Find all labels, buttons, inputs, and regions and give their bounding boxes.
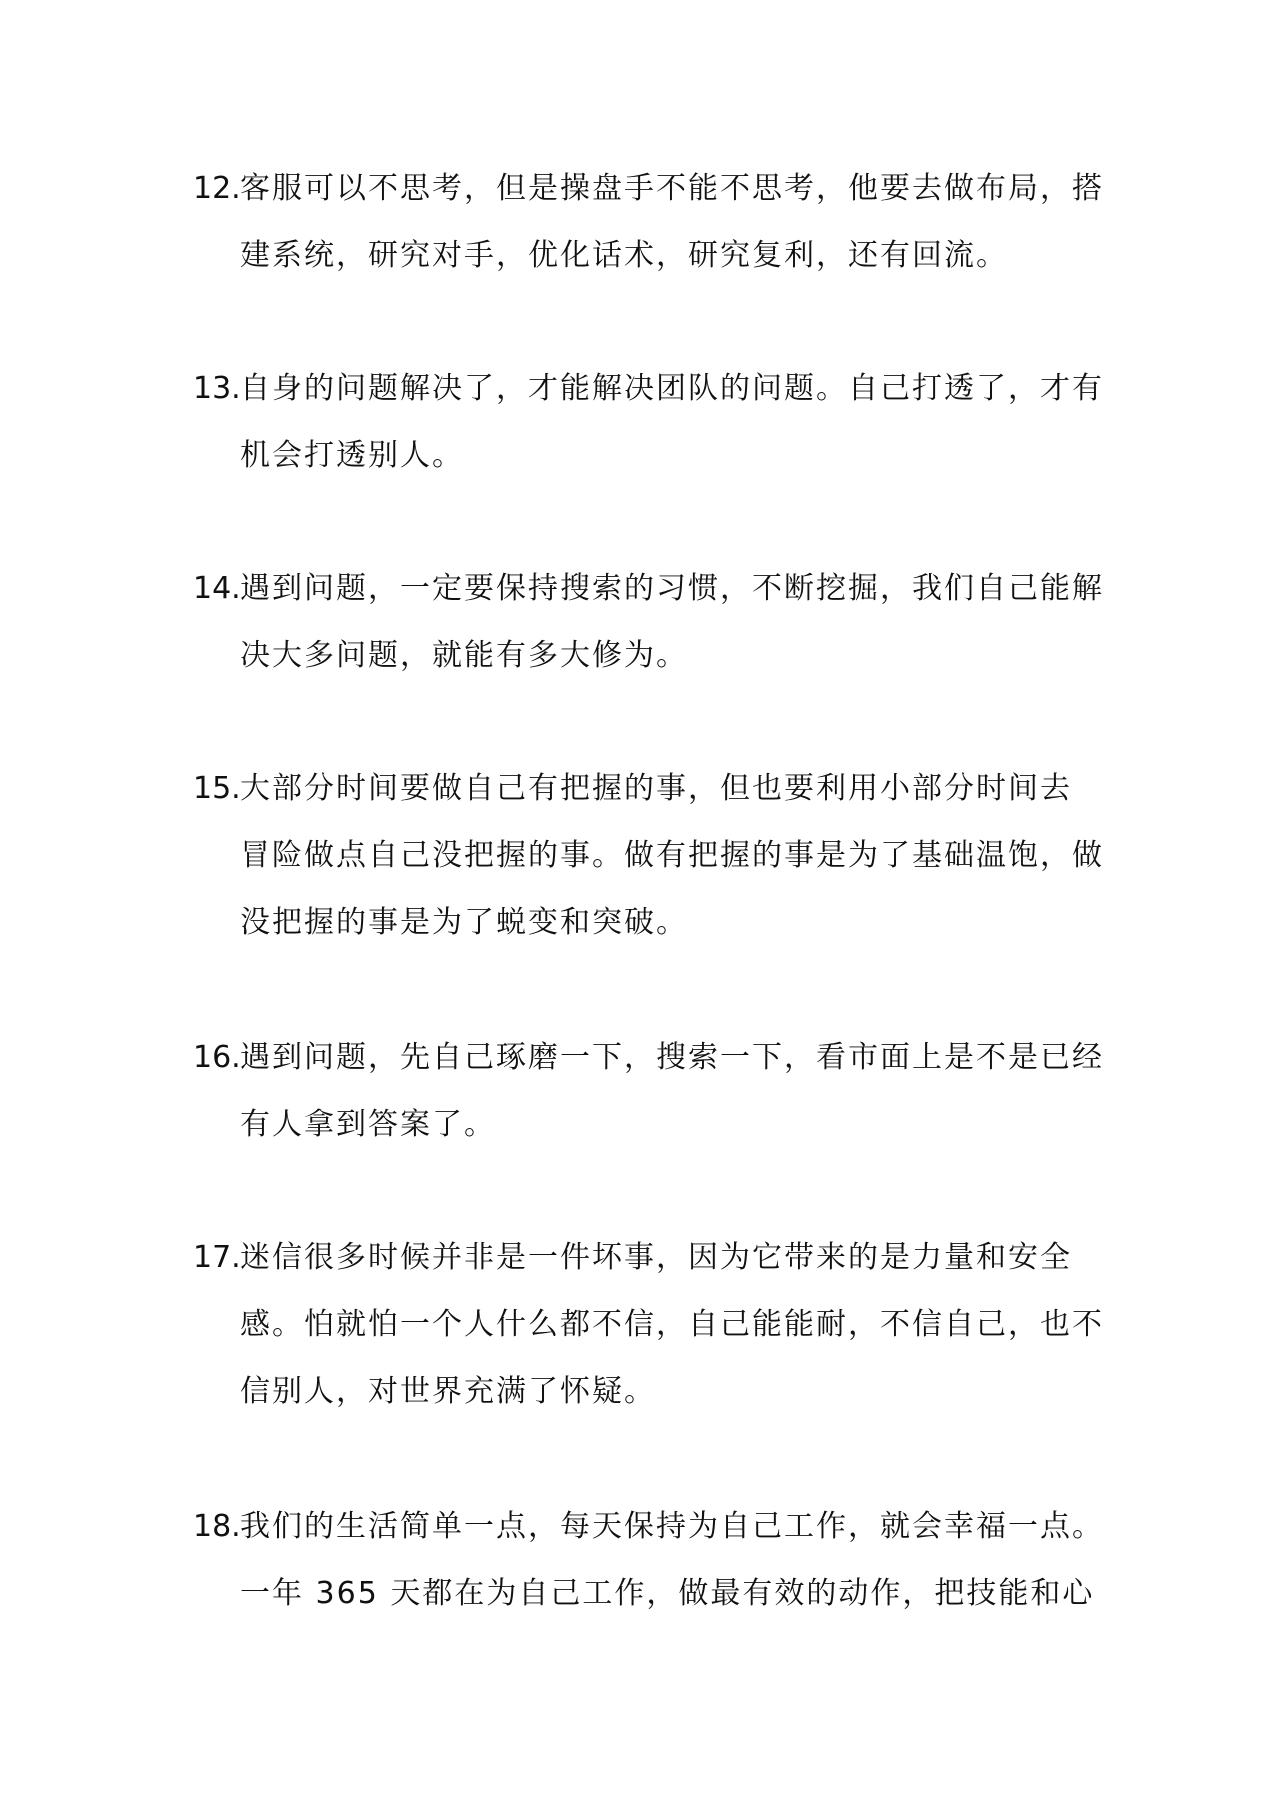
- item-text-line: 没把握的事是为了蜕变和突破。: [240, 905, 688, 940]
- item-text-line: 遇到问题，先自己琢磨一下，搜索一下，看市面上是不是已经: [240, 1040, 1104, 1075]
- item-text-line: 我们的生活简单一点，每天保持为自己工作，就会幸福一点。: [240, 1509, 1104, 1544]
- item-text-line: 有人拿到答案了。: [240, 1107, 496, 1142]
- item-number: 17.: [193, 1240, 241, 1275]
- item-text-line: 遇到问题，一定要保持搜索的习惯，不断挖掘，我们自己能解: [240, 571, 1104, 606]
- item-number: 12.: [193, 171, 241, 206]
- item-text-line: 一年 365 天都在为自己工作，做最有效的动作，把技能和心: [240, 1576, 1095, 1611]
- item-text-line: 机会打透别人。: [240, 438, 464, 473]
- item-text-line: 建系统，研究对手，优化话术，研究复利，还有回流。: [240, 238, 1008, 273]
- item-text-line: 信别人，对世界充满了怀疑。: [240, 1374, 656, 1409]
- item-number: 18.: [193, 1509, 241, 1544]
- item-text-line: 迷信很多时候并非是一件坏事，因为它带来的是力量和安全: [240, 1240, 1072, 1275]
- item-text-line: 冒险做点自己没把握的事。做有把握的事是为了基础温饱，做: [240, 838, 1104, 873]
- item-text-line: 客服可以不思考，但是操盘手不能不思考，他要去做布局，搭: [240, 171, 1104, 206]
- item-number: 15.: [193, 771, 241, 806]
- item-number: 16.: [193, 1040, 241, 1075]
- item-text-line: 决大多问题，就能有多大修为。: [240, 638, 688, 673]
- item-number: 14.: [193, 571, 241, 606]
- item-text-line: 自身的问题解决了，才能解决团队的问题。自己打透了，才有: [240, 371, 1104, 406]
- item-text-line: 感。怕就怕一个人什么都不信，自己能能耐，不信自己，也不: [240, 1307, 1104, 1342]
- item-text-line: 大部分时间要做自己有把握的事，但也要利用小部分时间去: [240, 771, 1072, 806]
- item-number: 13.: [193, 371, 241, 406]
